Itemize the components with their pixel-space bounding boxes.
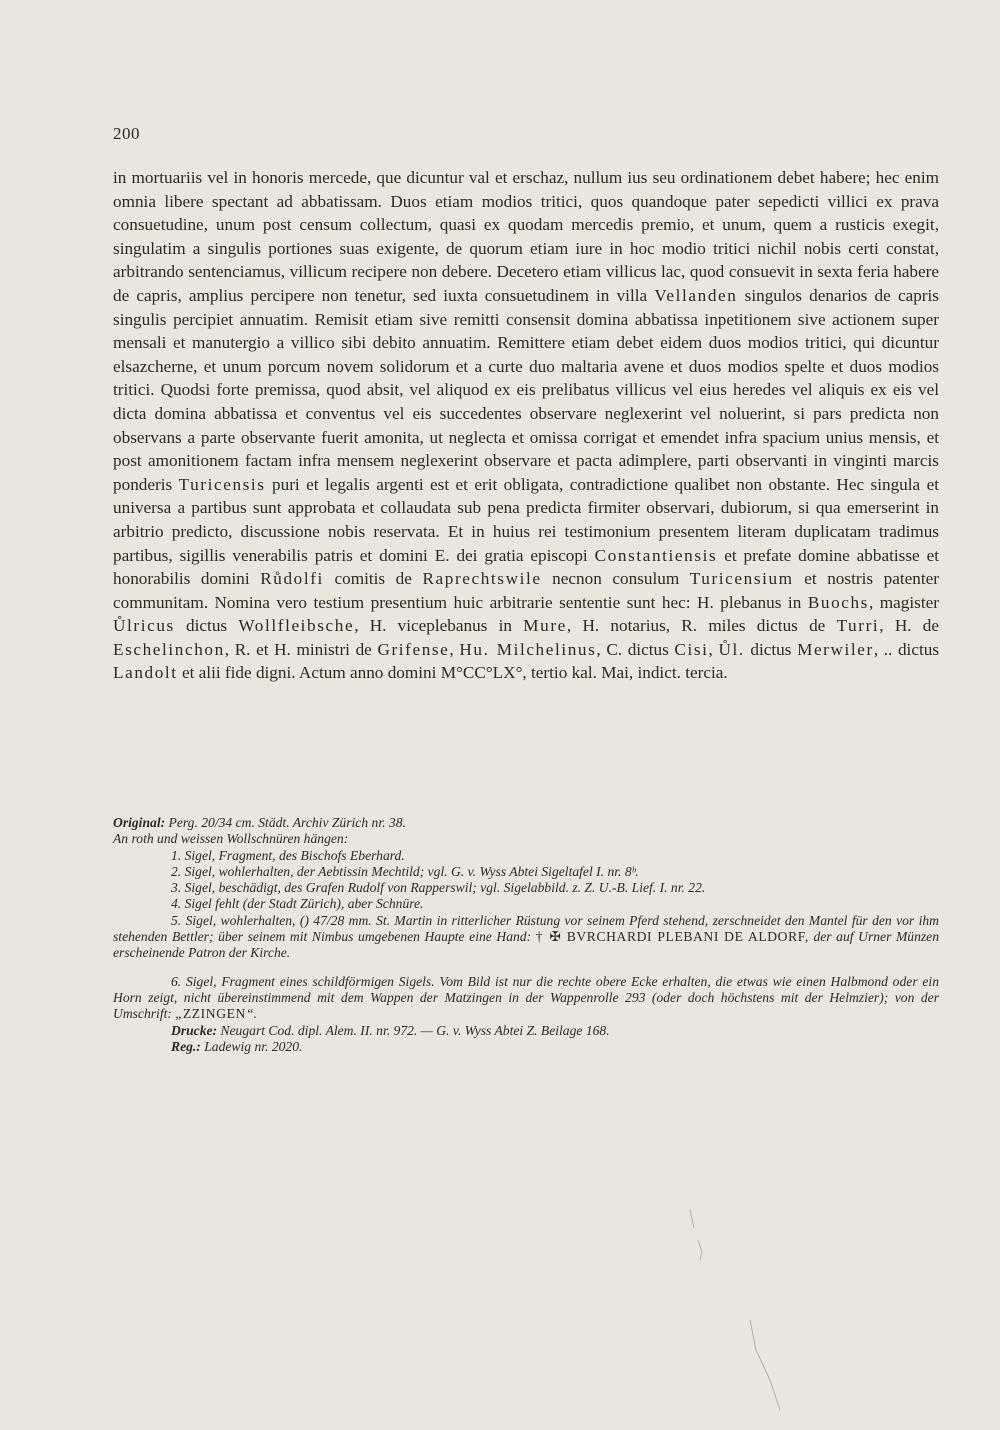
charter-text-run: comitis de bbox=[323, 569, 423, 589]
spaced-name: Wollfleibsche bbox=[238, 616, 355, 636]
page-number: 200 bbox=[113, 124, 140, 143]
spaced-name: Turicensis bbox=[178, 474, 266, 494]
spaced-name: Turri bbox=[836, 616, 880, 636]
note-text: An roth und weissen Wollschnüren hängen: bbox=[113, 831, 349, 847]
note-text: Neugart Cod. dipl. Alem. II. nr. 972. — G. v. Wyss Abtei Z. Beilage 168. bbox=[217, 1022, 610, 1038]
spaced-name: Merwiler bbox=[797, 639, 874, 659]
charter-text-run: dictus bbox=[744, 639, 798, 659]
spaced-name: Vellanden bbox=[654, 285, 738, 305]
spaced-name: Raprechtswile bbox=[422, 569, 542, 589]
spaced-name: Růdolfi bbox=[260, 569, 324, 589]
note-line bbox=[113, 896, 939, 912]
note-line bbox=[113, 974, 939, 1023]
note-text: 4. Sigel fehlt (der Stadt Zürich), aber Schnüre. bbox=[171, 896, 424, 912]
pencil-scribble bbox=[660, 1200, 800, 1420]
note-text: “. bbox=[245, 1006, 257, 1022]
note-text: 2. Sigel, wohlerhalten, der Aebtissin Mechtild; vgl. G. v. Wyss Abtei Sigeltafel I. nr. 8ᵇ. bbox=[171, 863, 639, 879]
spaced-name: Cisi bbox=[674, 639, 709, 659]
note-text: 3. Sigel, beschädigt, des Grafen Rudolf von Rapperswil; vgl. Sigelabbild. z. Z. U.-B. Lief. I. nr. 22. bbox=[171, 880, 706, 896]
charter-text-run: , C. dictus bbox=[596, 639, 675, 659]
note-line bbox=[113, 848, 939, 864]
note-line bbox=[113, 913, 939, 962]
note-heading: Reg.: bbox=[171, 1038, 201, 1054]
spaced-name: Landolt bbox=[113, 663, 178, 683]
note-text: 6. Sigel, Fragment eines schildförmigen Sigels. Vom Bild ist nur die rechte obere Ecke erhalten, die etwas wie einen Halbmond oder ein Horn zeigt, nicht übereinstimmend mit dem Wappen der Matzingen in der Wappenrolle 293 (oder doch höchstens mit der Helmzier); von der Umschrift: „ bbox=[113, 973, 939, 1022]
note-line bbox=[113, 880, 939, 896]
note-line bbox=[113, 1039, 939, 1055]
charter-text-run: dictus bbox=[174, 616, 239, 636]
note-line bbox=[113, 864, 939, 880]
spaced-name: Turicensium bbox=[689, 569, 794, 589]
editorial-notes bbox=[113, 815, 939, 1055]
charter-paragraph bbox=[113, 166, 939, 685]
spaced-name: Eschelinchon bbox=[113, 639, 225, 659]
note-text: † ✠ BVRCHARDI PLEBANI DE ALDORF, bbox=[535, 929, 809, 945]
charter-text-run: et alii fide digni. Actum anno domini M°CC°LX°, tertio kal. Mai, indict. tercia. bbox=[177, 663, 728, 683]
note-text: 1. Sigel, Fragment, des Bischofs Eberhard. bbox=[171, 847, 405, 863]
spaced-name: Grifense bbox=[377, 639, 450, 659]
charter-text-run: , bbox=[708, 639, 719, 659]
charter-text-run: et nostris patenter communitam. Nomina vero testium presentium huic arbitrarie sententie sunt hec: H. plebanus in bbox=[113, 569, 939, 612]
note-text: Ladewig nr. 2020. bbox=[200, 1038, 303, 1054]
charter-text-run: , magister bbox=[868, 592, 939, 612]
charter-text-run: , .. dictus bbox=[873, 639, 940, 659]
spaced-name: Mure bbox=[523, 616, 567, 636]
spaced-name: Hu. Milchelinus bbox=[459, 639, 597, 659]
charter-text bbox=[113, 166, 939, 685]
note-text: Perg. 20/34 cm. Städt. Archiv Zürich nr. 38. bbox=[165, 815, 406, 830]
charter-text-run: , H. de bbox=[879, 616, 939, 636]
charter-text-run: , H. notarius, R. miles dictus de bbox=[566, 616, 837, 636]
charter-text-run: puri et legalis argenti est et erit obligata, contradictione qualibet non obstante. Hec singula et universa a partibus sunt approbata et collaudata sub pena predicta firmiter observari, dubiorum, si qua emerserint in arbitrio predicto, discussione nobis reservata. Et in huius rei testimonium presentem literam duplicatam tradimus partibus, sigillis venerabilis patris et domini E. dei gratia episcopi bbox=[113, 474, 939, 565]
spaced-name: Ůlricus bbox=[113, 616, 175, 636]
charter-text-run: singulos denarios de capris singulis percipiet annuatim. Remisit etiam sive remitti consensit domina abbatissa inpetitionem sive actionem super mensali et manutergio a villico sibi debito annuatim. Remittere etiam debet eidem duos modios tritici, qui dicuntur elsazcherne, et unum porcum novem solidorum et a curte duo maltaria avene et duos modios spelte et duos modios tritici. Quodsi forte premissa, quod absit, vel aliquod ex eis prelibatus villicus vel eius heredes vel aliquis ex eis vel dicta domina abbatissa et conventus vel eis succedentes observare neglexerint vel noluerint, si pars predicta non observans a parte observante fuerit amonita, ut neglecta et omissa corrigat et emendet infra spacium unius mensis, et post amonitionem factam infra mensem neglexerint observare et pacta adimplere, parti observanti in vinginti marcis ponderis bbox=[113, 285, 939, 494]
note-text: der auf Urner Münzen erscheinende Patron der Kirche. bbox=[113, 929, 939, 961]
note-text: ZZINGEN bbox=[182, 1006, 246, 1022]
charter-text-run: , H. viceplebanus in bbox=[354, 616, 524, 636]
note-heading: Drucke: bbox=[171, 1022, 218, 1038]
note-text: 5. Sigel, wohlerhalten, () 47/28 mm. St. Martin in ritterlicher Rüstung vor seinem Pferd stehend, zerschneidet den Mantel für den vor ihm stehenden Bettler; über seinem mit Nimbus umgebenen Haupte eine Hand: bbox=[113, 912, 939, 945]
note-line bbox=[113, 831, 939, 847]
spaced-name: Ůl. bbox=[718, 639, 745, 659]
spaced-name: Buochs bbox=[807, 592, 869, 612]
note-line bbox=[113, 1023, 939, 1039]
charter-text-run: , R. et H. ministri de bbox=[224, 639, 378, 659]
charter-text-run: et prefate domine abbatisse et honorabilis domini bbox=[113, 545, 939, 589]
charter-text-run: necnon consulum bbox=[541, 569, 690, 589]
spaced-name: Constantiensis bbox=[594, 545, 718, 565]
charter-text-run: in mortuariis vel in honoris mercede, que dicuntur val et erschaz, nullum ius seu ordinationem debet habere; hec enim omnia libere spectant ad abbatissam. Duos etiam modios tritici, quos quandoque pater sepedicti villici ex prava consuetudine, unum post censum collectum, quasi ex quodam mercedis premio, et unum, quem a rusticis exegit, singulatim a singulis portiones suas exigente, de quorum etiam iure in hoc modio tritici nichil nobis certi constat, arbitrando sentenciamus, villicum recipere non debere. Decetero etiam villicus lac, quod consuevit in sexta feria habere de capris, amplius percipere non tenetur, sed iuxta consuetudinem in villa bbox=[113, 168, 939, 305]
note-line bbox=[113, 815, 939, 831]
note-heading: Original: bbox=[113, 815, 166, 830]
charter-text-run: , bbox=[449, 639, 460, 659]
